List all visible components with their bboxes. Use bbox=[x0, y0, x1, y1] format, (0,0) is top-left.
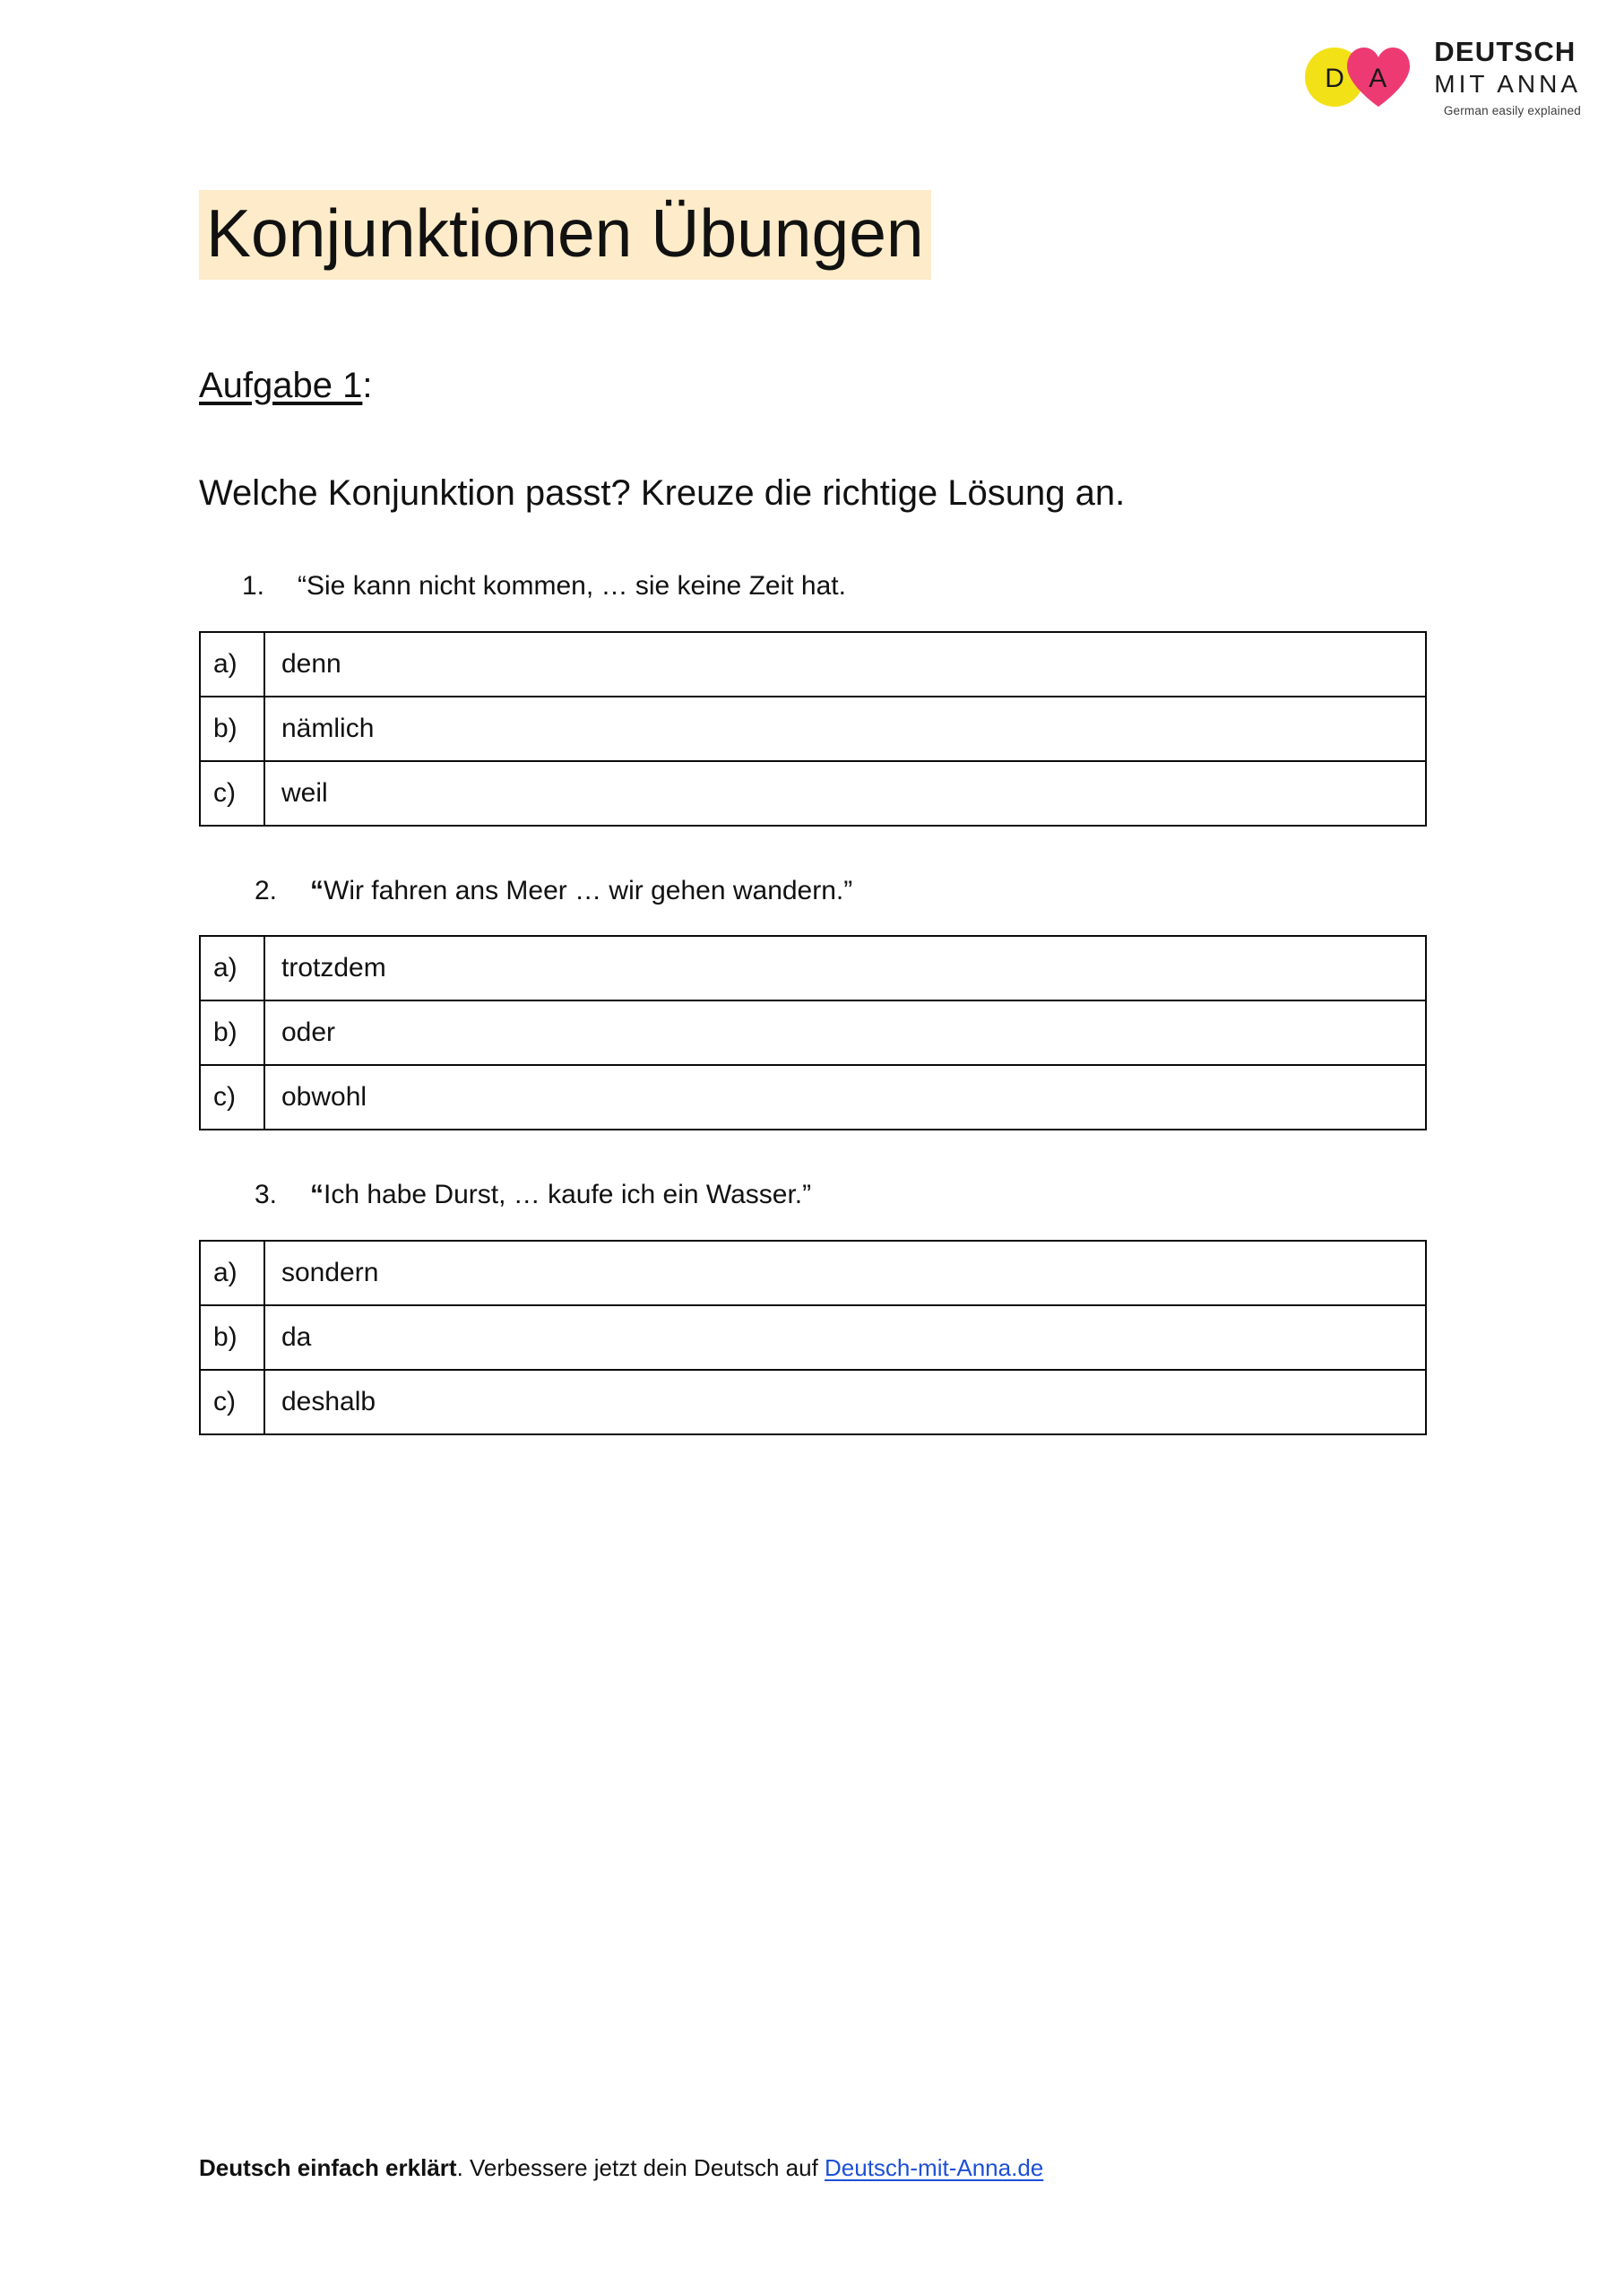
page-title-wrapper bbox=[199, 193, 1427, 275]
question-sentence: Sie kann nicht kommen, … sie keine Zeit hat. bbox=[307, 571, 846, 602]
option-label: b) bbox=[200, 1305, 264, 1370]
question-sentence: Wir fahren ans Meer … wir gehen wandern.” bbox=[324, 875, 853, 905]
logo-tagline: German easily explained bbox=[1443, 104, 1581, 117]
table-row[interactable] bbox=[200, 1370, 1426, 1434]
logo-name-line2: MIT ANNA bbox=[1434, 70, 1581, 98]
option-label: a) bbox=[200, 936, 264, 1000]
task-heading bbox=[199, 362, 1427, 409]
option-value[interactable]: nämlich bbox=[264, 697, 1426, 761]
option-value[interactable]: denn bbox=[264, 632, 1426, 697]
page-footer bbox=[199, 2152, 1454, 2184]
task-heading-label: Aufgabe 1 bbox=[199, 365, 363, 405]
option-label: b) bbox=[200, 1000, 264, 1065]
task-heading-colon: : bbox=[362, 365, 373, 405]
question-item bbox=[199, 871, 1427, 911]
question-number: 3. bbox=[255, 1180, 278, 1210]
footer-website-link[interactable]: Deutsch-mit-Anna.de bbox=[825, 2154, 1044, 2181]
question-number: 1. bbox=[242, 571, 265, 602]
footer-text: . Verbessere jetzt dein Deutsch auf bbox=[456, 2154, 825, 2181]
question-sentence: Ich habe Durst, … kaufe ich ein Wasser.” bbox=[324, 1180, 812, 1210]
table-row[interactable] bbox=[200, 1000, 1426, 1065]
option-label: c) bbox=[200, 1065, 264, 1130]
table-row[interactable] bbox=[200, 1065, 1426, 1130]
question-item bbox=[199, 567, 1427, 606]
table-row[interactable] bbox=[200, 1305, 1426, 1370]
option-value[interactable]: oder bbox=[264, 1000, 1426, 1065]
logo-name-line1: DEUTSCH bbox=[1434, 36, 1576, 67]
task-instruction: Welche Konjunktion passt? Kreuze die richtige Lösung an. bbox=[199, 472, 1126, 513]
question-text bbox=[298, 567, 1427, 606]
footer-bold-text: Deutsch einfach erklärt bbox=[199, 2154, 457, 2181]
answer-options-table bbox=[199, 935, 1427, 1130]
option-value[interactable]: da bbox=[264, 1305, 1426, 1370]
question-open-quote: “ bbox=[310, 875, 324, 905]
option-value[interactable]: deshalb bbox=[264, 1370, 1426, 1434]
logo-letter-d: D bbox=[1325, 64, 1344, 94]
table-row[interactable] bbox=[200, 1241, 1426, 1305]
answer-options-table bbox=[199, 1240, 1427, 1435]
option-value[interactable]: obwohl bbox=[264, 1065, 1426, 1130]
option-value[interactable]: trotzdem bbox=[264, 936, 1426, 1000]
answer-options-table bbox=[199, 631, 1427, 827]
question-open-quote: “ bbox=[310, 1180, 324, 1210]
question-item bbox=[199, 1175, 1427, 1215]
option-label: a) bbox=[200, 1241, 264, 1305]
table-row[interactable] bbox=[200, 697, 1426, 761]
option-label: c) bbox=[200, 761, 264, 826]
table-row[interactable] bbox=[200, 936, 1426, 1000]
option-label: a) bbox=[200, 632, 264, 697]
question-text bbox=[310, 1175, 1427, 1215]
question-number: 2. bbox=[255, 875, 278, 905]
option-value[interactable]: weil bbox=[264, 761, 1426, 826]
option-value[interactable]: sondern bbox=[264, 1241, 1426, 1305]
logo-wordmark bbox=[1434, 38, 1581, 117]
document-body bbox=[199, 0, 1427, 1435]
option-label: b) bbox=[200, 697, 264, 761]
table-row[interactable] bbox=[200, 761, 1426, 826]
question-text bbox=[310, 871, 1427, 911]
logo-letter-a: A bbox=[1369, 64, 1387, 94]
question-open-quote: “ bbox=[298, 571, 307, 602]
option-label: c) bbox=[200, 1370, 264, 1434]
page-title: Konjunktionen Übungen bbox=[199, 190, 931, 280]
table-row[interactable] bbox=[200, 632, 1426, 697]
